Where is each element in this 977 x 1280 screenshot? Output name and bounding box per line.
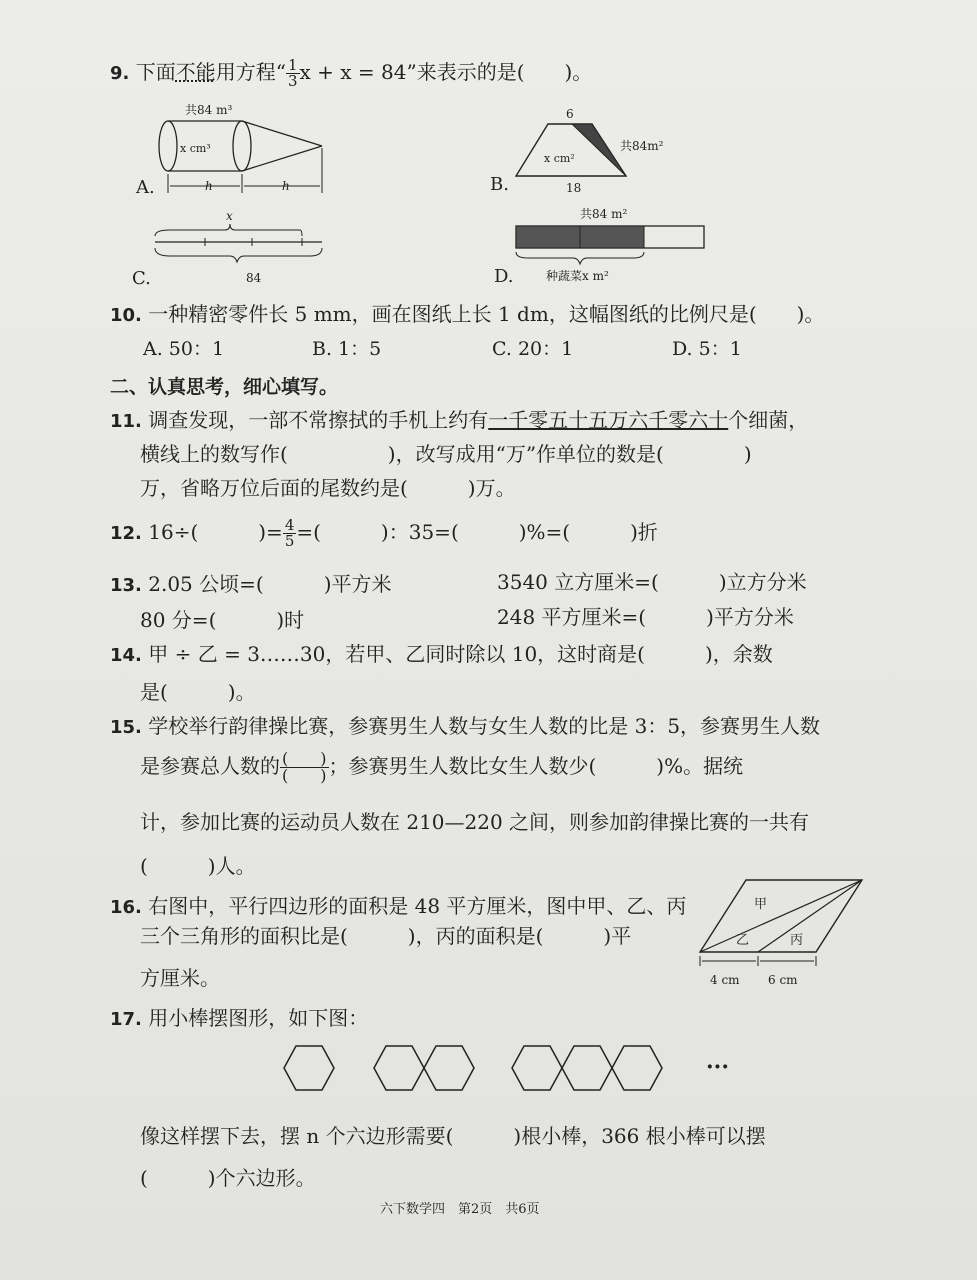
q9-option-a-figure: [130, 98, 340, 203]
q13-b: 3540 立方厘米=( )立方分米: [497, 570, 807, 594]
hexagon-figure-2a: [374, 1046, 424, 1090]
q12-part-b: =( )：35=( )%=( )折: [296, 520, 658, 544]
question-9: [110, 56, 592, 89]
hexagon-figure-3a: [512, 1046, 562, 1090]
question-number: 15.: [110, 717, 142, 738]
q13-c: 80 分=( )时: [140, 608, 305, 632]
option-d-part: 种蔬菜x m²: [546, 269, 609, 283]
option-c-x: x: [226, 209, 233, 223]
question-11: [110, 404, 808, 433]
hexagon-figure-2b: [424, 1046, 474, 1090]
q14-line2: 是( )。: [140, 680, 256, 704]
question-12: [110, 516, 658, 549]
question-15: [110, 710, 820, 739]
option-a-total: 共84 m³: [185, 103, 233, 117]
option-b-bottom: 18: [566, 181, 582, 195]
question-16: [110, 890, 686, 919]
q9-text-pre: 下面: [135, 60, 176, 84]
question-14: [110, 638, 773, 667]
fraction-denominator: 3: [287, 72, 298, 90]
option-a-h1: h: [205, 179, 213, 193]
q15-line1: 学校举行韵律操比赛，参赛男生人数与女生人数的比是 3：5，参赛男生人数: [148, 714, 821, 738]
option-d-label: D.: [494, 266, 514, 287]
question-number: 16.: [110, 897, 142, 918]
question-number: 14.: [110, 645, 142, 666]
q17-line2: 像这样摆下去，摆 n 个六边形需要( )根小棒，366 根小棒可以摆: [140, 1124, 766, 1148]
q11-underlined: 一千零五十五万六千零六十: [488, 408, 729, 432]
fraction-numerator: ( ): [282, 749, 327, 768]
q9-option-d-figure: [488, 200, 708, 288]
option-a-inner: x cm³: [180, 142, 211, 155]
q10-option-a: A. 50：1: [143, 338, 225, 360]
fig-width-1: 4 cm: [710, 973, 740, 987]
fraction-numerator: 4: [284, 516, 295, 534]
question-number: 9.: [110, 63, 130, 84]
question-10: [110, 298, 824, 327]
q13-a: 2.05 公顷=( )平方米: [148, 572, 392, 596]
question-number: 11.: [110, 411, 142, 432]
q9-emphasis: 不能: [175, 60, 216, 84]
q10-option-b: B. 1：5: [312, 338, 382, 360]
fig-yi: 乙: [736, 933, 750, 948]
q16-line1: 右图中，平行四边形的面积是 48 平方厘米，图中甲、乙、丙: [148, 894, 687, 918]
q9-option-b-figure: [488, 104, 688, 196]
q9-text-mid: 用方程“: [215, 60, 286, 84]
question-17: [110, 1002, 368, 1031]
fig-width-2: 6 cm: [768, 973, 798, 987]
q17-line3: ( )个六边形。: [140, 1166, 316, 1190]
question-number: 17.: [110, 1009, 142, 1030]
fraction-denominator: 5: [284, 532, 295, 550]
q9-text-post: x + x = 84”来表示的是( )。: [299, 60, 593, 84]
q17-line1: 用小棒摆图形，如下图：: [148, 1006, 369, 1030]
q10-option-c: C. 20：1: [492, 338, 574, 360]
continuation-dots: ···: [706, 1054, 729, 1080]
q15-line3: 计，参加比赛的运动员人数在 210—220 之间，则参加韵律操比赛的一共有: [140, 810, 810, 834]
option-b-total: 共84m²: [620, 139, 664, 153]
option-b-inner: x cm²: [544, 152, 575, 165]
q15-line4: ( )人。: [140, 854, 256, 878]
q16-line2: 三个三角形的面积比是( )，丙的面积是( )平: [140, 924, 632, 948]
fraction-denominator: ( ): [282, 766, 327, 785]
q11-line2: 横线上的数写作( )，改写成用“万”作单位的数是( ): [140, 442, 752, 466]
hexagon-figure-3b: [562, 1046, 612, 1090]
hexagon-figure-1: [284, 1046, 334, 1090]
q15-fraction-blank: [280, 751, 329, 784]
q13-d: 248 平方厘米=( )平方分米: [497, 605, 794, 629]
fraction-numerator: 1: [287, 56, 298, 74]
option-a-h2: h: [282, 179, 290, 193]
question-number: 12.: [110, 523, 142, 544]
fig-bing: 丙: [790, 933, 804, 948]
question-13: [110, 568, 392, 597]
q10-option-d: D. 5：1: [672, 338, 742, 360]
fig-jia: 甲: [754, 897, 768, 912]
option-b-label: B.: [490, 174, 509, 195]
option-c-total: 84: [246, 271, 262, 285]
q9-fraction: [286, 58, 300, 89]
option-c-label: C.: [132, 268, 151, 288]
q17-hexagon-pattern: [278, 1034, 758, 1106]
option-b-top: 6: [566, 107, 574, 121]
q16-line3: 方厘米。: [140, 966, 220, 990]
hexagon-figure-3c: [612, 1046, 662, 1090]
q9-option-c-figure: [130, 206, 340, 288]
q15-line2: [140, 750, 743, 784]
q11-line1a: 调查发现，一部不常擦拭的手机上约有: [148, 408, 489, 432]
option-a-label: A.: [136, 177, 155, 198]
q16-parallelogram-figure: [698, 872, 870, 994]
q15-line2b: ；参赛男生人数比女生人数少( )%。据统: [328, 754, 744, 778]
q14-line1: 甲 ÷ 乙 = 3……30，若甲、乙同时除以 10，这时商是( )，余数: [148, 642, 773, 666]
q15-line2a: 是参赛总人数的: [140, 754, 280, 778]
section-heading: 二、认真思考，细心填写。: [110, 376, 339, 398]
q12-part-a: 16÷( )=: [148, 520, 283, 544]
q11-line1b: 个细菌，: [728, 408, 809, 432]
option-d-total: 共84 m²: [580, 207, 628, 221]
page-footer: 六下数学四 第2页 共6页: [380, 1202, 540, 1217]
q10-text: 一种精密零件长 5 mm，画在图纸上长 1 dm，这幅图纸的比例尺是( )。: [148, 302, 825, 326]
question-number: 10.: [110, 305, 142, 326]
q11-line3: 万，省略万位后面的尾数约是( )万。: [140, 476, 516, 500]
question-number: 13.: [110, 575, 142, 596]
q12-fraction: [283, 518, 297, 549]
